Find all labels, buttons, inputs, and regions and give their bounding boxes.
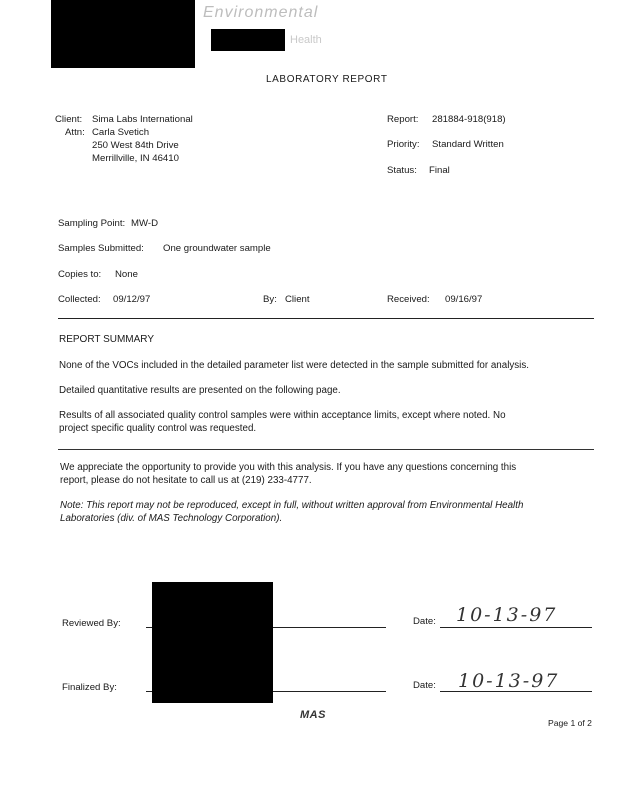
reviewed-date-handwritten: 10-13-97 — [456, 604, 558, 626]
summary-paragraph-1: None of the VOCs included in the detailed parameter list were detected in the sample submitted for analysis. — [59, 360, 529, 371]
received-date: 09/16/97 — [445, 294, 483, 305]
collected-by-label: By: — [263, 294, 277, 305]
mas-logo: MAS — [300, 709, 326, 721]
summary-paragraph-3-line-2: project specific quality control was requested. — [59, 423, 257, 434]
divider-top — [58, 318, 594, 319]
summary-paragraph-3-line-1: Results of all associated quality control samples were within acceptance limits, except where noted. No — [59, 410, 506, 421]
letterhead-faint-text: Environmental — [203, 4, 319, 21]
letterhead-faint-subtext: Health — [290, 34, 322, 46]
finalized-by-label: Finalized By: — [62, 682, 117, 693]
collected-date: 09/12/97 — [113, 294, 151, 305]
redaction-letterhead-name — [211, 29, 285, 51]
report-title: LABORATORY REPORT — [266, 74, 388, 85]
collected-by-value: Client — [285, 294, 310, 305]
samples-submitted-value: One groundwater sample — [163, 243, 271, 254]
priority-value: Standard Written — [432, 139, 504, 150]
reviewed-by-label: Reviewed By: — [62, 618, 121, 629]
received-label: Received: — [387, 294, 430, 305]
copies-to-value: None — [115, 269, 138, 280]
status-label: Status: — [387, 165, 417, 176]
divider-middle — [58, 449, 594, 450]
address-line-2: Merrillville, IN 46410 — [92, 153, 179, 164]
sampling-point-value: MW-D — [131, 218, 158, 229]
report-label: Report: — [387, 114, 419, 125]
copies-to-label: Copies to: — [58, 269, 102, 280]
redaction-signatures — [152, 582, 273, 703]
finalized-date-label: Date: — [413, 680, 436, 691]
closing-line-1: We appreciate the opportunity to provide you with this analysis. If you have any questions concerning this — [60, 462, 517, 473]
finalized-date-handwritten: 10-13-97 — [458, 670, 560, 692]
status-value: Final — [429, 165, 450, 176]
redaction-letterhead-logo — [51, 0, 195, 68]
samples-submitted-label: Samples Submitted: — [58, 243, 144, 254]
report-summary-heading: REPORT SUMMARY — [59, 334, 155, 345]
attn-label: Attn: — [65, 127, 85, 138]
note-line-1: Note: This report may not be reproduced, except in full, without written approval from Environmental Health — [60, 500, 524, 511]
sampling-point-label: Sampling Point: — [58, 218, 126, 229]
report-number: 281884-918(918) — [432, 114, 506, 125]
client-label: Client: — [55, 114, 83, 125]
summary-paragraph-2: Detailed quantitative results are presented on the following page. — [59, 385, 341, 396]
page-number: Page 1 of 2 — [548, 718, 592, 728]
reviewed-date-line — [440, 627, 592, 628]
client-name: Sima Labs International — [92, 114, 193, 125]
note-line-2: Laboratories (div. of MAS Technology Corporation). — [60, 513, 283, 524]
collected-label: Collected: — [58, 294, 101, 305]
reviewed-date-label: Date: — [413, 616, 436, 627]
attn-name: Carla Svetich — [92, 127, 150, 138]
address-line-1: 250 West 84th Drive — [92, 140, 179, 151]
closing-line-2: report, please do not hesitate to call us at (219) 233-4777. — [60, 475, 312, 486]
priority-label: Priority: — [387, 139, 420, 150]
